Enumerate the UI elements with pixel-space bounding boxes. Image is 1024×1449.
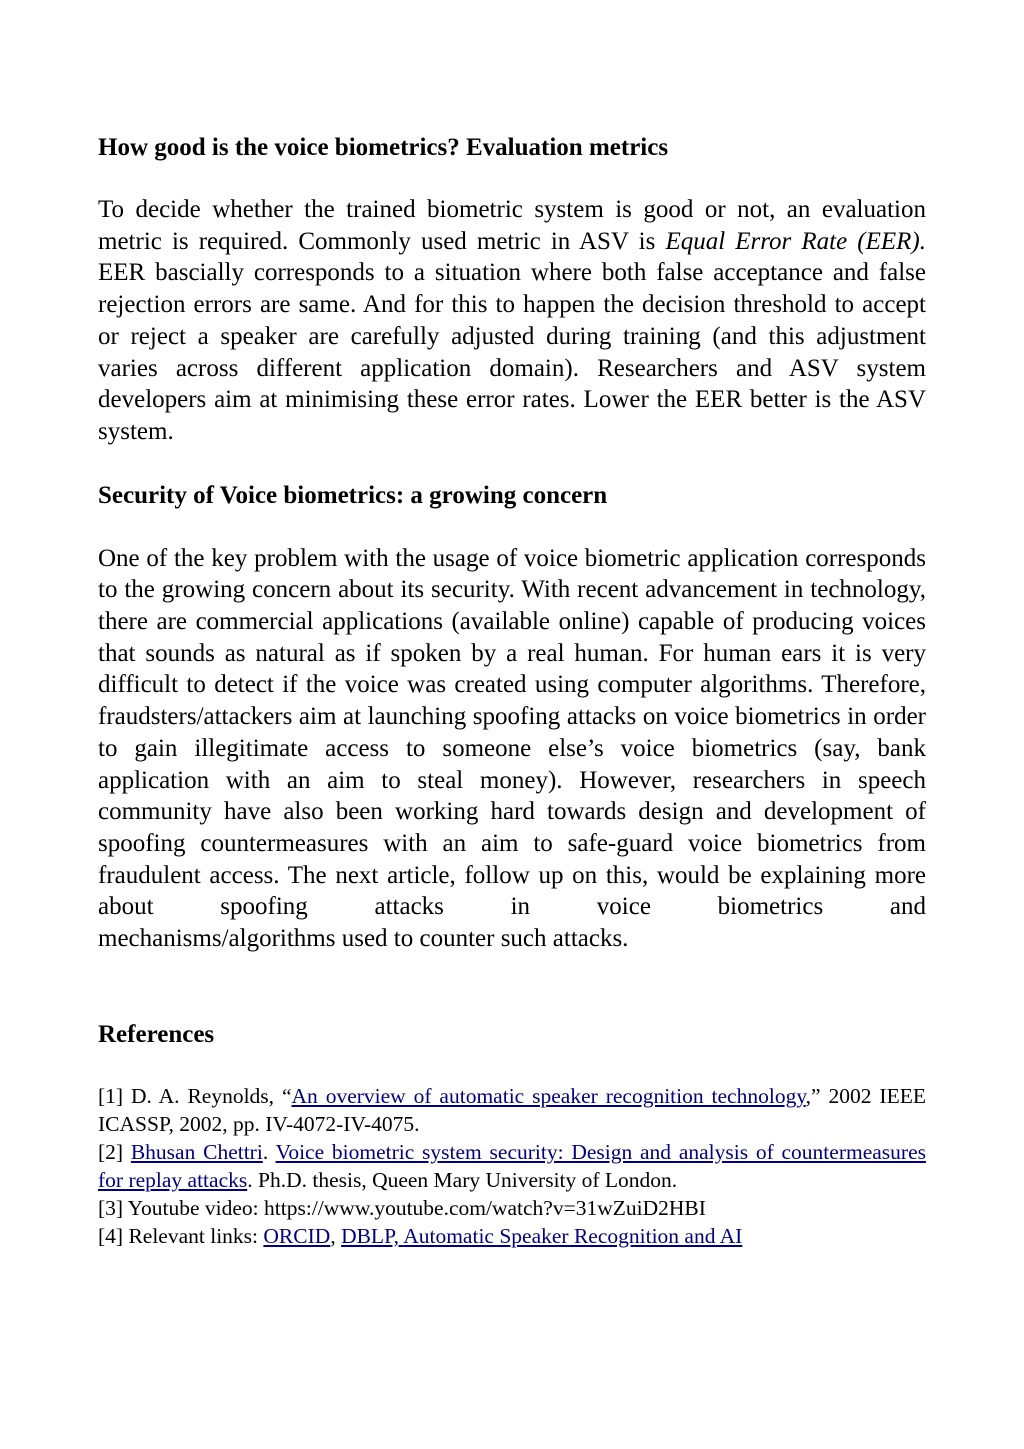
document-page bbox=[98, 130, 926, 1250]
reference-text: ,” 2002 IEEE ICASSP, 2002, pp. IV-4072-IV-4075. bbox=[98, 1083, 926, 1136]
reference-text: [1] D. A. Reynolds, “ bbox=[98, 1083, 292, 1108]
reference-1 bbox=[98, 1082, 926, 1138]
link-speaker-recognition-overview[interactable]: An overview of automatic speaker recognition technology bbox=[291, 1083, 806, 1108]
paragraph-security: One of the key problem with the usage of voice biometric application corresponds to the growing concern about its security. With recent advancement in technology, there are commercial applications (available online) capable of producing voices that sounds as natural as if spoken by a real human. For human ears it is very difficult to detect if the voice was created using computer algorithms. Therefore, fraudsters/attackers aim at launching spoofing attacks on voice biometrics in order to gain illegitimate access to someone else’s voice biometrics (say, bank application with an aim to steal money). However, researchers in speech community have also been working hard towards design and development of spoofing countermeasures with an aim to safe-guard voice biometrics from fraudulent access. The next article, follow up on this, would be explaining more about spoofing attacks in voice biometrics and bbox=[98, 544, 926, 921]
reference-list bbox=[98, 1082, 926, 1250]
heading-evaluation-metrics: How good is the voice biometrics? Evaluation metrics bbox=[98, 134, 669, 161]
link-automatic-speaker-recognition-ai[interactable]: Automatic Speaker Recognition and AI bbox=[403, 1223, 743, 1248]
reference-text: [4] Relevant links: bbox=[98, 1223, 264, 1248]
reference-text: [2] bbox=[98, 1139, 131, 1164]
paragraph-evaluation-metrics bbox=[98, 194, 926, 448]
heading-security: Security of Voice biometrics: a growing concern bbox=[98, 481, 608, 509]
reference-2 bbox=[98, 1138, 926, 1194]
reference-text: . Ph.D. thesis, Queen Mary University of London. bbox=[247, 1167, 678, 1192]
reference-3: [3] Youtube video: https://www.youtube.com/watch?v=31wZuiD2HBI bbox=[98, 1195, 706, 1220]
reference-text: , bbox=[330, 1223, 342, 1248]
reference-text: . bbox=[262, 1139, 276, 1164]
link-dblp[interactable]: DBLP, bbox=[341, 1223, 404, 1248]
paragraph-security-last-line: mechanisms/algorithms used to counter such attacks. bbox=[98, 925, 629, 953]
heading-references: References bbox=[98, 1020, 215, 1048]
link-thesis-title[interactable]: Voice biometric system security: Design and analysis of countermeasures for replay attacks bbox=[98, 1139, 926, 1192]
emphasis-eer: Equal Error Rate (EER). bbox=[665, 227, 927, 255]
reference-4 bbox=[98, 1222, 926, 1250]
paragraph-text: EER bascially corresponds to a situation where both false acceptance and false rejection errors are same. And for this to happen the decision threshold to accept or reject a speaker are carefully adjusted during training (and this adjustment varies across different application domain). Researchers and ASV system developers aim at minimising these error rates. Lower the EER better is the ASV system. bbox=[98, 259, 926, 445]
link-author-bhusan-chettri[interactable]: Bhusan Chettri bbox=[130, 1139, 263, 1164]
link-orcid[interactable]: ORCID bbox=[263, 1223, 331, 1248]
paragraph-text: To decide whether the trained biometric system is good or not, an evaluation metric is required. Commonly used metric in ASV is bbox=[98, 196, 926, 255]
